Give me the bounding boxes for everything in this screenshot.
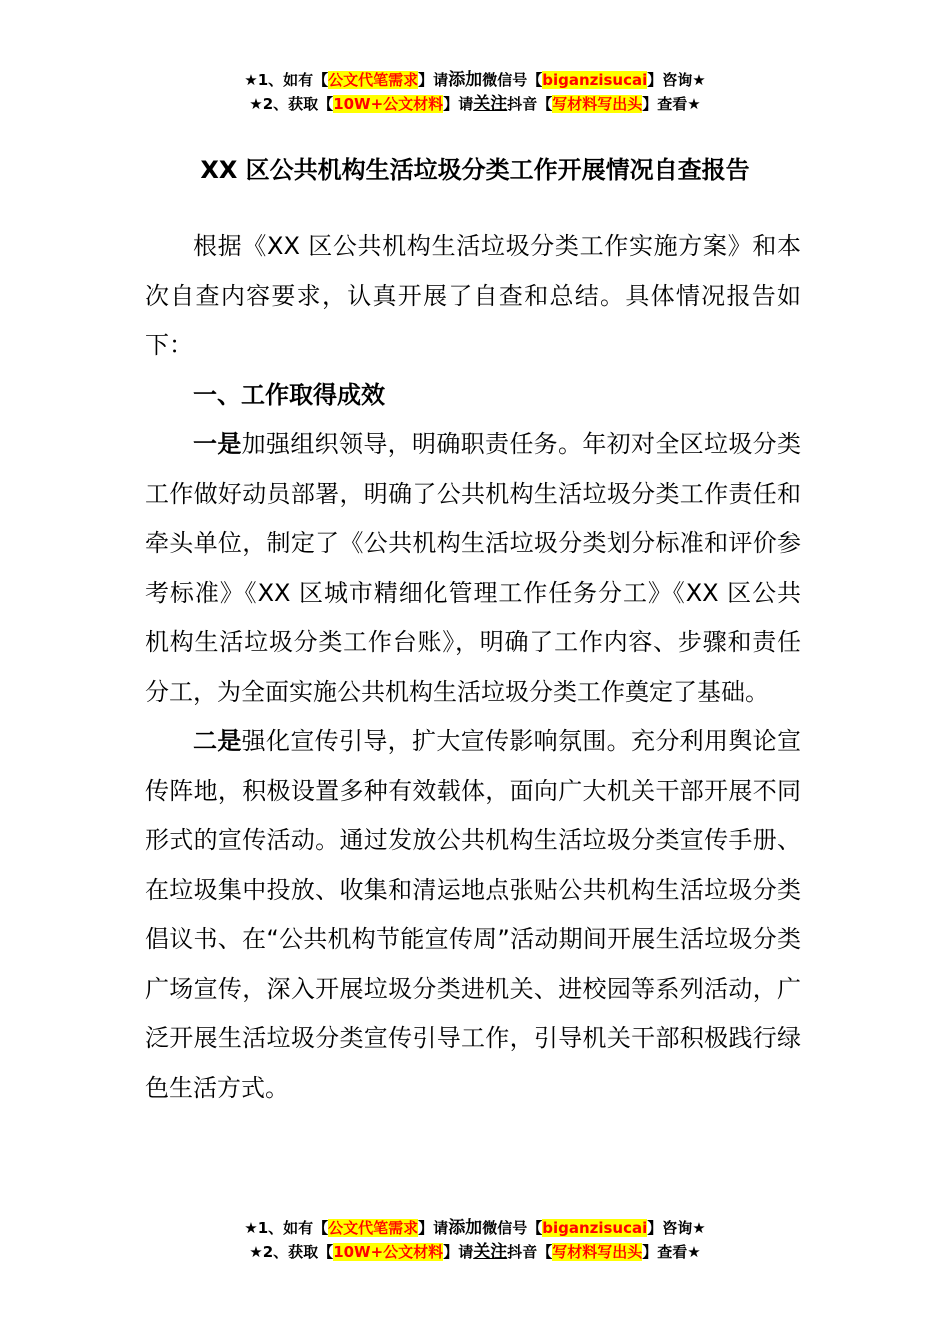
banner-highlight: biganzisucai (542, 71, 648, 89)
banner-highlight: 公文代笔需求 (328, 71, 419, 89)
banner-line-1: ★1、如有【公文代笔需求】请添加微信号【biganzisucai】咨询★ (244, 1218, 706, 1238)
footer-banner (0, 1216, 950, 1264)
banner-highlight: 10W+公文材料 (333, 1243, 444, 1261)
section-heading: 一、工作取得成效 (193, 380, 385, 409)
banner-line-1: ★1、如有【公文代笔需求】请添加微信号【biganzisucai】咨询★ (244, 70, 706, 90)
banner-highlight: 写材料写出头 (552, 95, 643, 113)
banner-line-2: ★2、获取【10W+公文材料】请关注抖音【写材料写出头】查看★ (249, 1242, 701, 1262)
banner-highlight: 写材料写出头 (552, 1243, 643, 1261)
banner-highlight: 公文代笔需求 (328, 1219, 419, 1237)
document-body (145, 222, 801, 1113)
body-paragraph: 一是加强组织领导，明确职责任务。年初对全区垃圾分类工作做好动员部署，明确了公共机构生活垃圾分类工作责任和牵头单位，制定了《公共机构生活垃圾分类划分标准和评价参考标准》《XX 区城市精细化管理工作任务分工》《XX 区公共机构生活垃圾分类工作台账》，明确了工作内容、步骤和责任分工，为全面实施公共机构生活垃圾分类工作奠定了基础。 (145, 430, 802, 706)
banner-line-2: ★2、获取【10W+公文材料】请关注抖音【写材料写出头】查看★ (249, 94, 701, 114)
banner-highlight: 10W+公文材料 (333, 95, 444, 113)
body-paragraph: 二是强化宣传引导，扩大宣传影响氛围。充分利用舆论宣传阵地，积极设置多种有效载体，面向广大机关干部开展不同形式的宣传活动。通过发放公共机构生活垃圾分类宣传手册、在垃圾集中投放、收集和清运地点张贴公共机构生活垃圾分类倡议书、在“公共机构节能宣传周”活动期间开展生活垃圾分类广场宣传，深入开展垃圾分类进机关、进校园等系列活动，广泛开展生活垃圾分类宣传引导工作，引导机关干部积极践行绿色生活方式。 (145, 727, 802, 1102)
banner-highlight: biganzisucai (542, 1219, 648, 1237)
document-title: XX 区公共机构生活垃圾分类工作开展情况自查报告 (200, 156, 750, 184)
paragraph-lead: 一是 (193, 430, 242, 458)
intro-paragraph: 根据《XX 区公共机构生活垃圾分类工作实施方案》和本次自查内容要求，认真开展了自查和总结。具体情况报告如下： (145, 232, 801, 359)
header-banner (0, 68, 950, 116)
paragraph-lead: 二是 (193, 727, 242, 755)
